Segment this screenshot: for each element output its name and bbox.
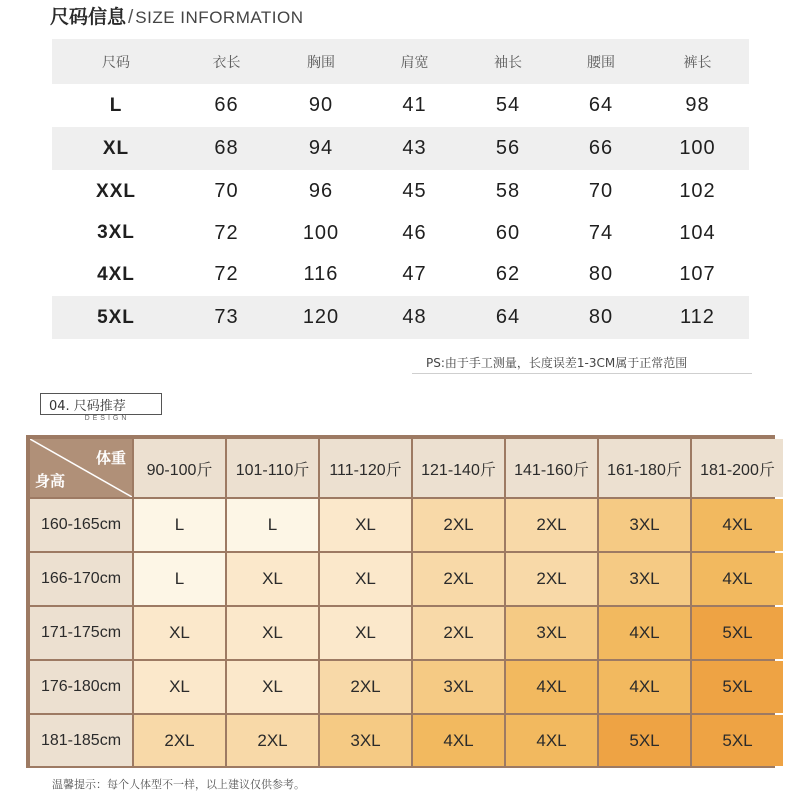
value-cell: 72 xyxy=(214,221,239,244)
size-recommendation-cell: 2XL xyxy=(320,661,411,713)
value-cell: 107 xyxy=(679,263,716,285)
size-recommendation-cell: L xyxy=(134,499,225,551)
height-header-cell: 176-180cm xyxy=(30,661,132,713)
height-header-cell: 160-165cm xyxy=(30,499,132,551)
value-cell: 70 xyxy=(214,180,239,202)
value-cell: 60 xyxy=(495,221,521,244)
weight-header-cell: 111-120斤 xyxy=(320,439,411,497)
size-cell: XXL xyxy=(96,180,136,202)
size-recommendation-cell: 4XL xyxy=(692,499,783,551)
weight-header-cell: 101-110斤 xyxy=(227,439,318,497)
header-cell: 腰围 xyxy=(587,54,615,71)
size-info-title-cn: 尺码信息 xyxy=(50,6,127,28)
table-row xyxy=(52,253,749,296)
size-recommendation-cell: XL xyxy=(227,661,318,713)
size-info-table xyxy=(52,39,749,339)
height-axis-label: 身高 xyxy=(35,472,66,490)
size-cell: XL xyxy=(102,137,130,159)
table-row xyxy=(52,170,749,213)
weight-header-cell: 161-180斤 xyxy=(599,439,690,497)
size-cell: 5XL xyxy=(97,306,135,328)
footnote: 温馨提示：每个人体型不一样，以上建议仅供参考。 xyxy=(52,778,305,791)
value-cell: 102 xyxy=(679,180,716,202)
value-cell: 74 xyxy=(588,221,614,244)
size-cell: 3XL xyxy=(97,222,135,243)
value-cell: 120 xyxy=(302,306,340,328)
size-recommendation-cell: 5XL xyxy=(692,661,783,713)
header-cell: 尺码 xyxy=(102,54,130,71)
size-recommendation-cell: 5XL xyxy=(692,715,783,766)
recommendation-grid xyxy=(30,439,775,764)
value-cell: 73 xyxy=(214,306,239,328)
title-separator: / xyxy=(128,7,134,28)
value-cell: 48 xyxy=(402,306,427,328)
weight-header-cell: 121-140斤 xyxy=(413,439,504,497)
size-recommendation-cell: XL xyxy=(227,607,318,659)
header-cell: 裤长 xyxy=(683,54,712,71)
value-cell: 112 xyxy=(680,306,715,328)
size-recommendation-cell: 4XL xyxy=(599,607,690,659)
value-cell: 94 xyxy=(308,137,334,159)
height-header-cell: 171-175cm xyxy=(30,607,132,659)
header-cell: 胸围 xyxy=(307,54,335,71)
value-cell: 66 xyxy=(588,137,614,159)
size-recommendation-cell: 5XL xyxy=(599,715,690,766)
height-header-cell: 181-185cm xyxy=(30,715,132,766)
size-recommendation-cell: 3XL xyxy=(320,715,411,766)
size-recommendation-cell: 4XL xyxy=(692,553,783,605)
size-recommendation-cell: 4XL xyxy=(599,661,690,713)
value-cell: 41 xyxy=(402,94,427,116)
value-cell: 68 xyxy=(214,137,239,159)
value-cell: 72 xyxy=(214,263,239,285)
size-recommendation-cell: XL xyxy=(134,661,225,713)
height-header-cell: 166-170cm xyxy=(30,553,132,605)
size-recommendation-cell: 3XL xyxy=(506,607,597,659)
value-cell: 56 xyxy=(495,137,521,159)
size-recommendation-cell: 2XL xyxy=(506,553,597,605)
size-recommendation-cell: 4XL xyxy=(506,661,597,713)
size-recommendation-cell: 2XL xyxy=(413,553,504,605)
header-cell: 袖长 xyxy=(494,54,522,71)
value-cell: 46 xyxy=(402,221,427,244)
value-cell: 47 xyxy=(402,263,427,285)
size-recommendation-cell: XL xyxy=(227,553,318,605)
size-recommendation-cell: 4XL xyxy=(413,715,504,766)
size-recommendation-cell: 5XL xyxy=(692,607,783,659)
weight-header-cell: 141-160斤 xyxy=(506,439,597,497)
value-cell: 45 xyxy=(402,180,427,202)
weight-axis-label: 体重 xyxy=(95,449,126,467)
size-recommendation-cell: L xyxy=(227,499,318,551)
header-cell: 肩宽 xyxy=(400,54,429,71)
size-recommendation-cell: 2XL xyxy=(227,715,318,766)
table-row xyxy=(52,127,749,170)
size-recommendation-table xyxy=(26,435,775,768)
value-cell: 98 xyxy=(685,94,710,116)
size-recommendation-cell: 3XL xyxy=(599,499,690,551)
value-cell: 66 xyxy=(214,94,239,116)
table-row xyxy=(52,213,749,253)
size-recommendation-cell: 3XL xyxy=(599,553,690,605)
size-recommendation-cell: 2XL xyxy=(413,499,504,551)
table-row xyxy=(52,84,749,127)
value-cell: 100 xyxy=(679,137,716,159)
value-cell: 58 xyxy=(495,180,521,202)
value-cell: 116 xyxy=(303,263,339,285)
value-cell: 64 xyxy=(495,306,521,328)
value-cell: 80 xyxy=(588,306,614,328)
size-recommendation-cell: 4XL xyxy=(506,715,597,766)
value-cell: 100 xyxy=(302,221,340,244)
value-cell: 80 xyxy=(588,263,614,285)
size-recommendation-cell: XL xyxy=(134,607,225,659)
size-cell: 4XL xyxy=(97,263,135,285)
value-cell: 54 xyxy=(495,94,521,116)
value-cell: 43 xyxy=(402,137,427,159)
value-cell: 62 xyxy=(495,263,521,285)
size-recommendation-cell: 3XL xyxy=(413,661,504,713)
value-cell: 70 xyxy=(588,180,614,202)
size-recommendation-cell: 2XL xyxy=(413,607,504,659)
size-recommendation-cell: 2XL xyxy=(506,499,597,551)
size-recommendation-cell: XL xyxy=(320,499,411,551)
value-cell: 64 xyxy=(588,94,614,116)
value-cell: 96 xyxy=(308,180,334,202)
measurement-note: PS:由于手工测量，长度误差1-3CM属于正常范围 xyxy=(412,352,752,374)
recommendation-tag-sub: DESIGN xyxy=(84,415,130,422)
size-info-title-en: SIZE INFORMATION xyxy=(135,8,304,27)
table-corner xyxy=(30,439,132,497)
value-cell: 90 xyxy=(308,94,334,116)
header-cell: 衣长 xyxy=(212,54,241,71)
size-info-title xyxy=(50,2,304,28)
size-recommendation-cell: XL xyxy=(320,607,411,659)
recommendation-tag: 04. 尺码推荐 xyxy=(40,393,162,415)
weight-header-cell: 181-200斤 xyxy=(692,439,783,497)
weight-header-cell: 90-100斤 xyxy=(134,439,225,497)
size-table-header xyxy=(52,39,749,84)
size-cell: L xyxy=(109,94,123,116)
table-row xyxy=(52,296,749,339)
size-recommendation-cell: 2XL xyxy=(134,715,225,766)
size-recommendation-cell: XL xyxy=(320,553,411,605)
size-recommendation-cell: L xyxy=(134,553,225,605)
value-cell: 104 xyxy=(679,221,716,244)
